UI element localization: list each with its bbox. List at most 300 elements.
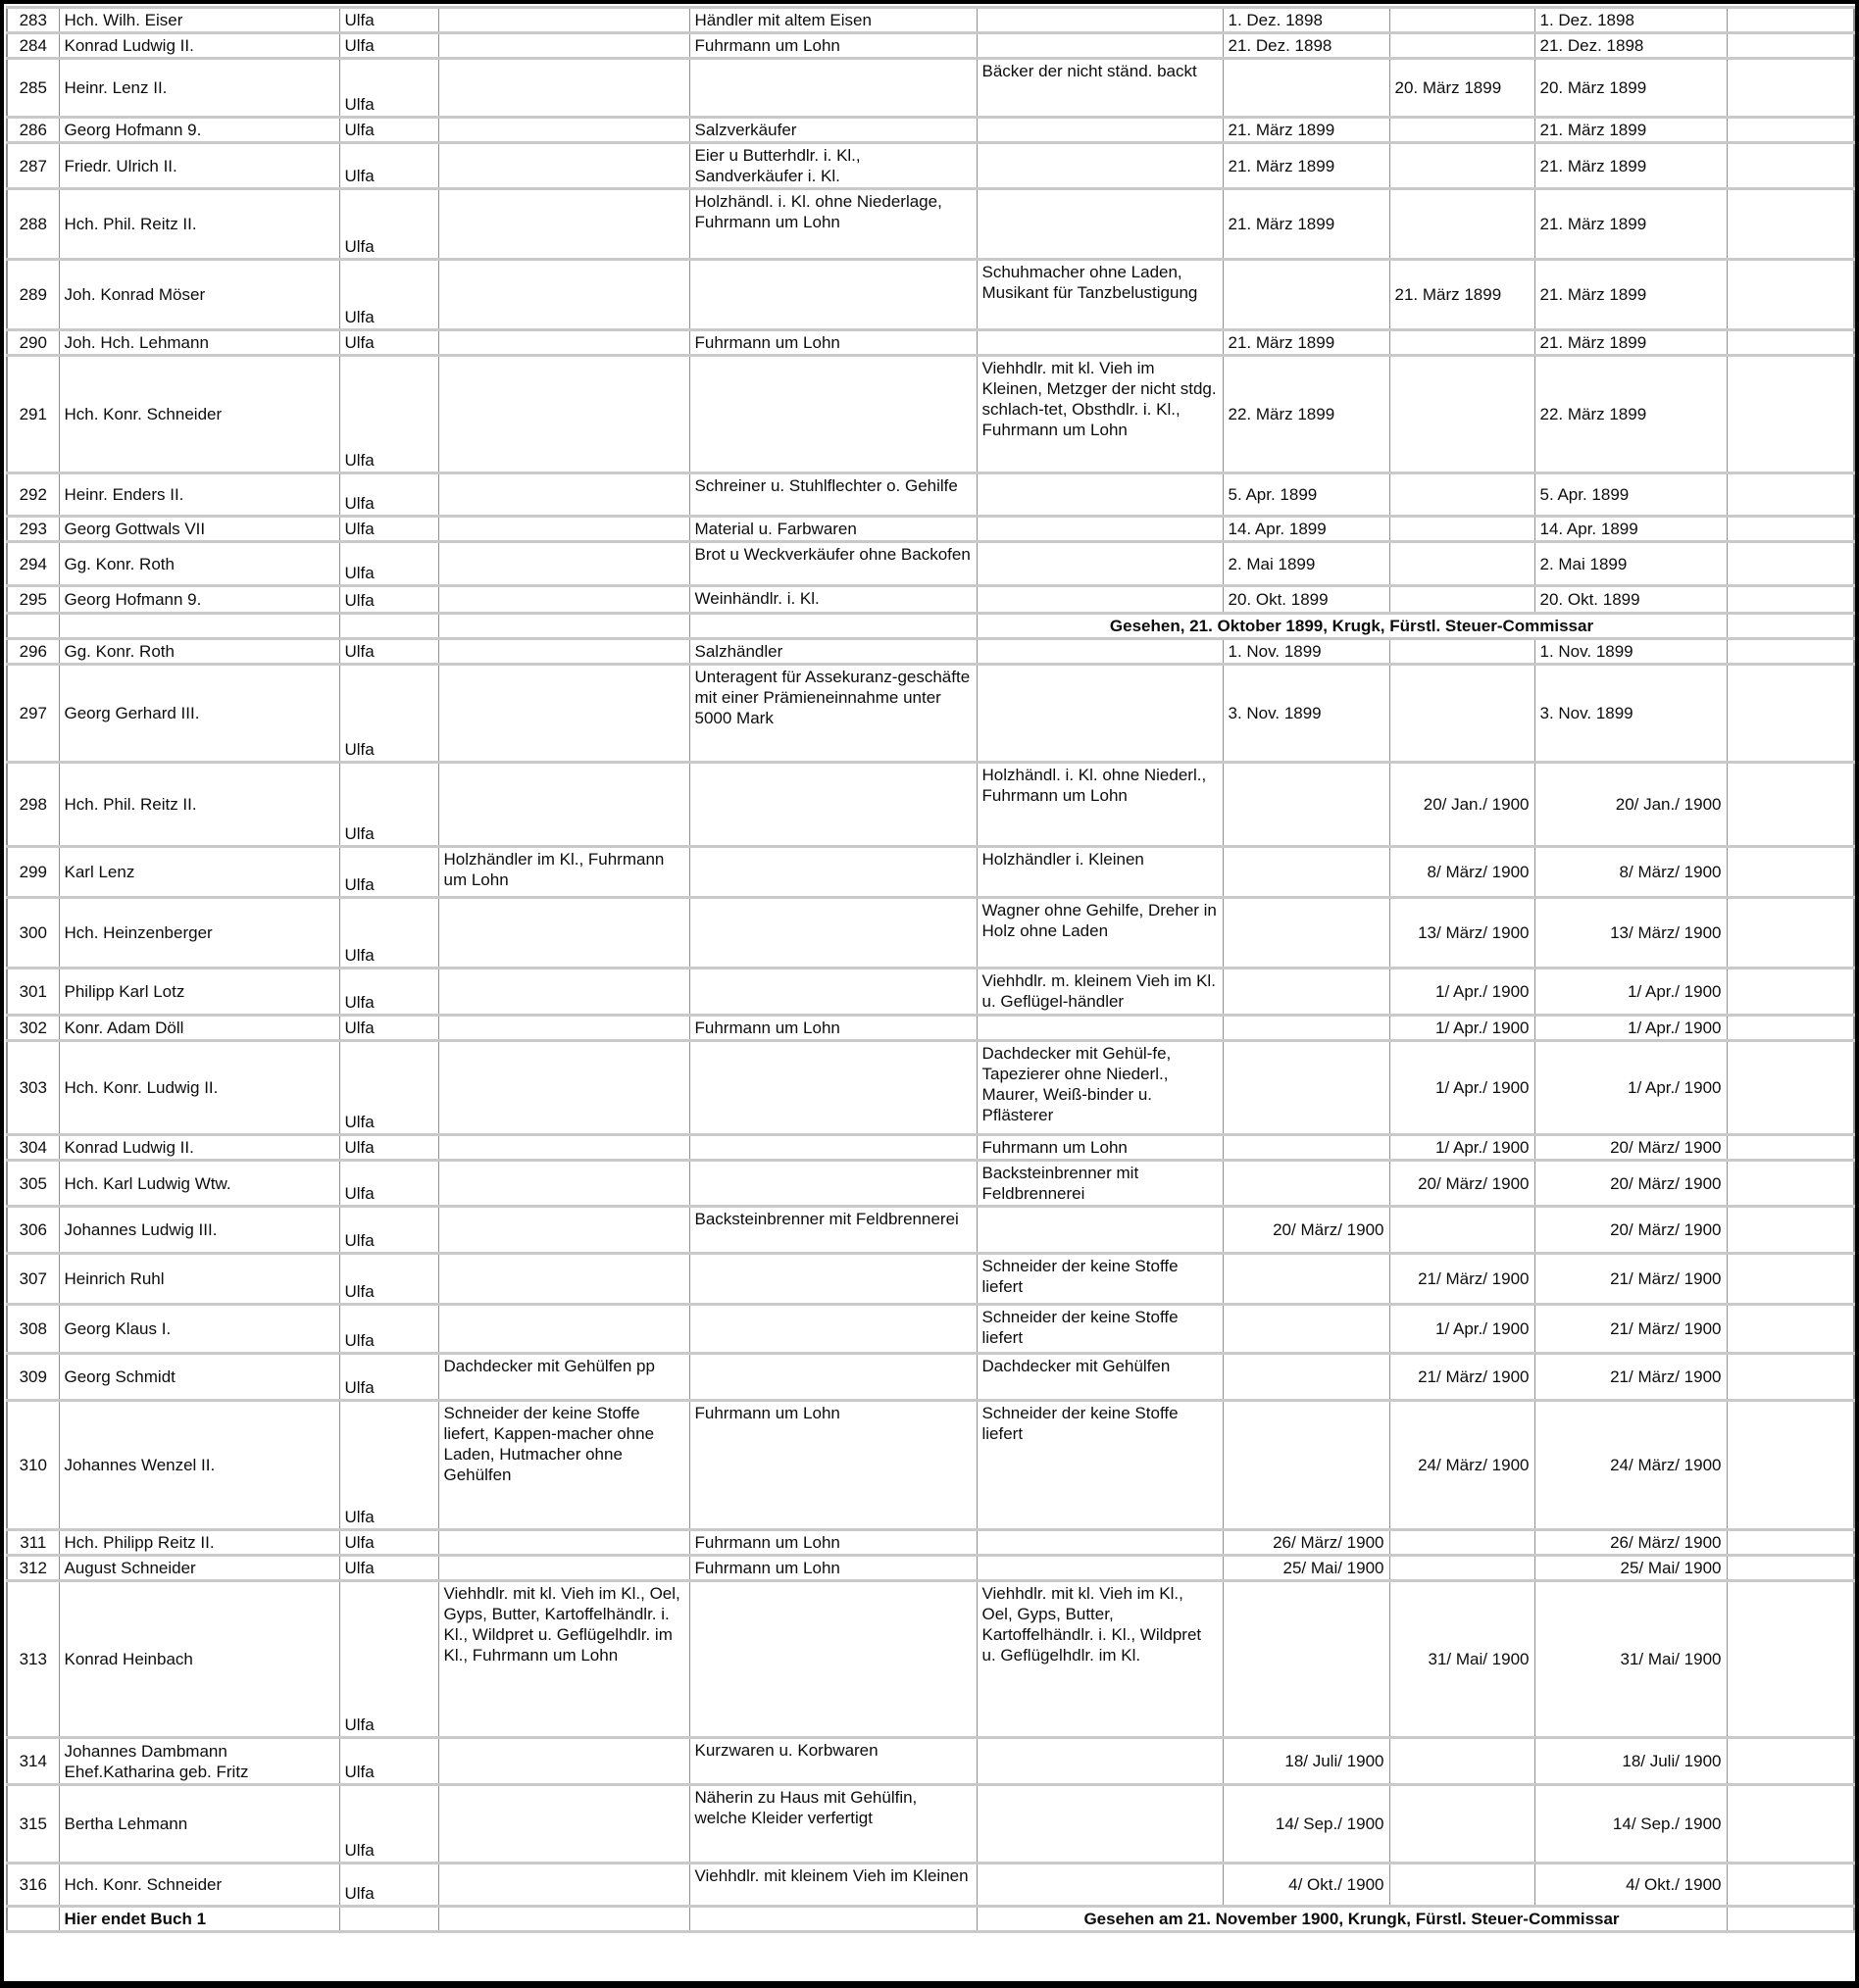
date-cell-2 — [1389, 639, 1534, 665]
row-number-cell: 296 — [7, 639, 59, 665]
row-number-cell: 283 — [7, 8, 59, 33]
empty-cell — [1727, 118, 1854, 143]
empty-cell — [1727, 763, 1854, 847]
row-number-cell: 289 — [7, 260, 59, 330]
trade-cell-3 — [977, 8, 1223, 33]
date-cell-1: 2. Mai 1899 — [1223, 542, 1389, 586]
trade-cell-2: Salzverkäufer — [689, 118, 977, 143]
empty-cell — [1727, 356, 1854, 473]
empty-cell — [1727, 517, 1854, 542]
name-cell: Hch. Phil. Reitz II. — [59, 189, 339, 260]
table-row — [7, 969, 1854, 1016]
empty-cell — [1727, 1041, 1854, 1135]
place-cell: Ulfa — [339, 118, 438, 143]
trade-cell-1 — [438, 473, 689, 517]
name-cell: Johannes Ludwig III. — [59, 1207, 339, 1254]
empty-cell — [1727, 260, 1854, 330]
trade-cell-1 — [438, 517, 689, 542]
name-cell: Konrad Ludwig II. — [59, 33, 339, 59]
table-row — [7, 330, 1854, 356]
date-cell-1 — [1223, 763, 1389, 847]
date-cell-1 — [1223, 1041, 1389, 1135]
row-number-cell: 287 — [7, 143, 59, 189]
trade-cell-1 — [438, 1556, 689, 1581]
place-cell: Ulfa — [339, 143, 438, 189]
place-cell — [339, 1907, 438, 1932]
trade-cell-2: Fuhrmann um Lohn — [689, 1530, 977, 1556]
trade-cell-3 — [977, 542, 1223, 586]
place-cell: Ulfa — [339, 1864, 438, 1907]
row-number-cell: 297 — [7, 665, 59, 763]
date-cell-2: 20. März 1899 — [1389, 59, 1534, 118]
row-number-cell: 311 — [7, 1530, 59, 1556]
trade-cell-1 — [438, 665, 689, 763]
name-cell: Georg Hofmann 9. — [59, 118, 339, 143]
empty-cell — [1727, 542, 1854, 586]
date-cell-2: 20/ März/ 1900 — [1389, 1161, 1534, 1207]
date-cell-3: 14/ Sep./ 1900 — [1534, 1785, 1727, 1864]
date-cell-1: 21. Dez. 1898 — [1223, 33, 1389, 59]
name-cell: Gg. Konr. Roth — [59, 542, 339, 586]
date-cell-3: 1/ Apr./ 1900 — [1534, 1016, 1727, 1041]
note-row — [7, 1907, 1854, 1932]
place-cell: Ulfa — [339, 330, 438, 356]
date-cell-2 — [1389, 143, 1534, 189]
row-number-cell: 313 — [7, 1581, 59, 1738]
row-number-cell: 314 — [7, 1738, 59, 1785]
date-cell-1 — [1223, 59, 1389, 118]
date-cell-1 — [1223, 1135, 1389, 1161]
empty-cell — [1727, 1161, 1854, 1207]
date-cell-3: 24/ März/ 1900 — [1534, 1401, 1727, 1530]
row-number-cell: 305 — [7, 1161, 59, 1207]
date-cell-2 — [1389, 330, 1534, 356]
table-row — [7, 473, 1854, 517]
table-row — [7, 118, 1854, 143]
trade-cell-1 — [438, 542, 689, 586]
trade-cell-3: Holzhändler i. Kleinen — [977, 847, 1223, 898]
trade-cell-3 — [977, 1556, 1223, 1581]
empty-cell — [1727, 586, 1854, 614]
empty-cell — [1727, 473, 1854, 517]
date-cell-3: 21. März 1899 — [1534, 330, 1727, 356]
empty-cell — [1727, 143, 1854, 189]
trade-cell-1 — [438, 260, 689, 330]
row-number-cell: 304 — [7, 1135, 59, 1161]
trade-cell-3 — [977, 639, 1223, 665]
register-table-body — [7, 8, 1854, 1932]
date-cell-2: 21/ März/ 1900 — [1389, 1354, 1534, 1401]
name-cell: Joh. Konrad Möser — [59, 260, 339, 330]
trade-cell-2: Händler mit altem Eisen — [689, 8, 977, 33]
date-cell-2 — [1389, 586, 1534, 614]
place-cell: Ulfa — [339, 1161, 438, 1207]
trade-cell-1 — [438, 898, 689, 969]
row-number-cell: 306 — [7, 1207, 59, 1254]
date-cell-1 — [1223, 847, 1389, 898]
place-cell: Ulfa — [339, 1354, 438, 1401]
trade-cell-2 — [689, 763, 977, 847]
date-cell-2 — [1389, 517, 1534, 542]
trade-cell-1 — [438, 143, 689, 189]
date-cell-2 — [1389, 1207, 1534, 1254]
empty-cell — [1727, 189, 1854, 260]
place-cell: Ulfa — [339, 665, 438, 763]
empty-cell — [1727, 59, 1854, 118]
empty-cell — [1727, 1016, 1854, 1041]
date-cell-1: 14/ Sep./ 1900 — [1223, 1785, 1389, 1864]
empty-cell — [1727, 639, 1854, 665]
trade-cell-1 — [438, 1254, 689, 1305]
date-cell-1: 14. Apr. 1899 — [1223, 517, 1389, 542]
trade-cell-2 — [689, 898, 977, 969]
empty-cell — [1727, 1135, 1854, 1161]
place-cell: Ulfa — [339, 1254, 438, 1305]
table-row — [7, 1305, 1854, 1354]
name-cell: Georg Gerhard III. — [59, 665, 339, 763]
name-cell: Heinr. Lenz II. — [59, 59, 339, 118]
date-cell-3: 22. März 1899 — [1534, 356, 1727, 473]
name-cell: Johannes Dambmann Ehef.Katharina geb. Fritz — [59, 1738, 339, 1785]
name-cell: Georg Hofmann 9. — [59, 586, 339, 614]
empty-cell — [1727, 847, 1854, 898]
trade-cell-3 — [977, 517, 1223, 542]
row-number-cell: 310 — [7, 1401, 59, 1530]
table-row — [7, 189, 1854, 260]
table-row — [7, 1161, 1854, 1207]
date-cell-2: 1/ Apr./ 1900 — [1389, 1135, 1534, 1161]
table-row — [7, 1864, 1854, 1907]
table-row — [7, 1785, 1854, 1864]
date-cell-3: 1/ Apr./ 1900 — [1534, 1041, 1727, 1135]
date-cell-2: 1/ Apr./ 1900 — [1389, 1305, 1534, 1354]
table-row — [7, 586, 1854, 614]
date-cell-1 — [1223, 1354, 1389, 1401]
place-cell: Ulfa — [339, 1785, 438, 1864]
trade-cell-1 — [438, 1530, 689, 1556]
date-cell-1: 20. Okt. 1899 — [1223, 586, 1389, 614]
trade-cell-3 — [977, 189, 1223, 260]
empty-cell — [1727, 1254, 1854, 1305]
place-cell: Ulfa — [339, 1135, 438, 1161]
place-cell: Ulfa — [339, 1207, 438, 1254]
trade-cell-2 — [689, 1135, 977, 1161]
name-cell: Friedr. Ulrich II. — [59, 143, 339, 189]
name-cell: Philipp Karl Lotz — [59, 969, 339, 1016]
date-cell-3: 21/ März/ 1900 — [1534, 1354, 1727, 1401]
trade-cell-2: Kurzwaren u. Korbwaren — [689, 1738, 977, 1785]
trade-cell-1 — [438, 969, 689, 1016]
trade-cell-2: Fuhrmann um Lohn — [689, 1556, 977, 1581]
table-row — [7, 1207, 1854, 1254]
row-number-cell: 284 — [7, 33, 59, 59]
place-cell: Ulfa — [339, 1556, 438, 1581]
trade-cell-3: Schneider der keine Stoffe liefert — [977, 1401, 1223, 1530]
date-cell-2: 24/ März/ 1900 — [1389, 1401, 1534, 1530]
table-row — [7, 59, 1854, 118]
trade-cell-3: Schuhmacher ohne Laden, Musikant für Tanzbelustigung — [977, 260, 1223, 330]
date-cell-3: 5. Apr. 1899 — [1534, 473, 1727, 517]
trade-cell-2 — [689, 614, 977, 639]
date-cell-1: 1. Dez. 1898 — [1223, 8, 1389, 33]
table-row — [7, 260, 1854, 330]
trade-cell-3: Viehhdlr. mit kl. Vieh im Kl., Oel, Gyps, Butter, Kartoffelhändlr. i. Kl., Wildpret u. Geflügelhdlr. im Kl. — [977, 1581, 1223, 1738]
trade-cell-1: Schneider der keine Stoffe liefert, Kappen-macher ohne Laden, Hutmacher ohne Gehülfen — [438, 1401, 689, 1530]
name-cell: Karl Lenz — [59, 847, 339, 898]
table-row — [7, 665, 1854, 763]
trade-cell-1: Holzhändler im Kl., Fuhrmann um Lohn — [438, 847, 689, 898]
trade-cell-3 — [977, 1207, 1223, 1254]
trade-cell-3 — [977, 1738, 1223, 1785]
trade-cell-3 — [977, 1016, 1223, 1041]
trade-cell-3 — [977, 143, 1223, 189]
table-row — [7, 763, 1854, 847]
empty-cell — [1727, 1907, 1854, 1932]
place-cell: Ulfa — [339, 1305, 438, 1354]
trade-cell-2: Brot u Weckverkäufer ohne Backofen — [689, 542, 977, 586]
date-cell-1: 25/ Mai/ 1900 — [1223, 1556, 1389, 1581]
date-cell-1: 26/ März/ 1900 — [1223, 1530, 1389, 1556]
table-row — [7, 33, 1854, 59]
date-cell-1: 20/ März/ 1900 — [1223, 1207, 1389, 1254]
trade-cell-2: Schreiner u. Stuhlflechter o. Gehilfe — [689, 473, 977, 517]
register-table — [6, 6, 1855, 1933]
trade-cell-1 — [438, 356, 689, 473]
row-number-cell: 294 — [7, 542, 59, 586]
row-number-cell: 315 — [7, 1785, 59, 1864]
name-cell: Hch. Wilh. Eiser — [59, 8, 339, 33]
trade-cell-3 — [977, 330, 1223, 356]
trade-cell-2: Näherin zu Haus mit Gehülfin, welche Kleider verfertigt — [689, 1785, 977, 1864]
row-number-cell: 291 — [7, 356, 59, 473]
place-cell: Ulfa — [339, 33, 438, 59]
name-cell: Joh. Hch. Lehmann — [59, 330, 339, 356]
trade-cell-2: Viehhdlr. mit kleinem Vieh im Kleinen — [689, 1864, 977, 1907]
date-cell-1: 4/ Okt./ 1900 — [1223, 1864, 1389, 1907]
name-cell: Hch. Karl Ludwig Wtw. — [59, 1161, 339, 1207]
name-cell: Georg Klaus I. — [59, 1305, 339, 1354]
date-cell-1 — [1223, 1254, 1389, 1305]
trade-cell-1 — [438, 189, 689, 260]
place-cell: Ulfa — [339, 1401, 438, 1530]
date-cell-3: 21. März 1899 — [1534, 118, 1727, 143]
trade-cell-3 — [977, 118, 1223, 143]
trade-cell-1 — [438, 1305, 689, 1354]
trade-cell-1 — [438, 33, 689, 59]
trade-cell-3: Viehhdlr. m. kleinem Vieh im Kl. u. Geflügel-händler — [977, 969, 1223, 1016]
place-cell — [339, 614, 438, 639]
table-row — [7, 1530, 1854, 1556]
name-cell: Hch. Heinzenberger — [59, 898, 339, 969]
table-row — [7, 542, 1854, 586]
date-cell-2: 21/ März/ 1900 — [1389, 1254, 1534, 1305]
date-cell-3: 13/ März/ 1900 — [1534, 898, 1727, 969]
trade-cell-1 — [438, 8, 689, 33]
empty-cell — [1727, 1864, 1854, 1907]
name-cell: Hch. Philipp Reitz II. — [59, 1530, 339, 1556]
place-cell: Ulfa — [339, 517, 438, 542]
date-cell-1: 5. Apr. 1899 — [1223, 473, 1389, 517]
row-number-cell: 303 — [7, 1041, 59, 1135]
inspection-note-cell: Gesehen, 21. Oktober 1899, Krugk, Fürstl. Steuer-Commissar — [977, 614, 1727, 639]
date-cell-3: 21. Dez. 1898 — [1534, 33, 1727, 59]
date-cell-3: 20/ März/ 1900 — [1534, 1207, 1727, 1254]
table-row — [7, 1135, 1854, 1161]
name-cell: August Schneider — [59, 1556, 339, 1581]
place-cell: Ulfa — [339, 586, 438, 614]
date-cell-3: 20. Okt. 1899 — [1534, 586, 1727, 614]
row-number-cell: 298 — [7, 763, 59, 847]
table-row — [7, 847, 1854, 898]
empty-cell — [1727, 614, 1854, 639]
trade-cell-3: Schneider der keine Stoffe liefert — [977, 1254, 1223, 1305]
date-cell-2 — [1389, 473, 1534, 517]
trade-cell-1: Dachdecker mit Gehülfen pp — [438, 1354, 689, 1401]
trade-cell-2: Fuhrmann um Lohn — [689, 1016, 977, 1041]
place-cell: Ulfa — [339, 8, 438, 33]
trade-cell-2 — [689, 260, 977, 330]
trade-cell-2 — [689, 1581, 977, 1738]
trade-cell-1 — [438, 1161, 689, 1207]
row-number-cell: 312 — [7, 1556, 59, 1581]
trade-cell-3: Holzhändl. i. Kl. ohne Niederl., Fuhrmann um Lohn — [977, 763, 1223, 847]
trade-cell-3 — [977, 473, 1223, 517]
table-row — [7, 1041, 1854, 1135]
empty-cell — [1727, 898, 1854, 969]
date-cell-2: 8/ März/ 1900 — [1389, 847, 1534, 898]
date-cell-2 — [1389, 189, 1534, 260]
date-cell-3: 25/ Mai/ 1900 — [1534, 1556, 1727, 1581]
empty-cell — [1727, 1401, 1854, 1530]
date-cell-2: 1/ Apr./ 1900 — [1389, 1016, 1534, 1041]
row-number-cell: 293 — [7, 517, 59, 542]
date-cell-2: 20/ Jan./ 1900 — [1389, 763, 1534, 847]
empty-cell — [1727, 1785, 1854, 1864]
date-cell-2: 31/ Mai/ 1900 — [1389, 1581, 1534, 1738]
name-cell: Heinrich Ruhl — [59, 1254, 339, 1305]
row-number-cell: 285 — [7, 59, 59, 118]
trade-cell-1 — [438, 118, 689, 143]
date-cell-3: 20/ März/ 1900 — [1534, 1161, 1727, 1207]
name-cell: Bertha Lehmann — [59, 1785, 339, 1864]
date-cell-1 — [1223, 969, 1389, 1016]
table-row — [7, 356, 1854, 473]
date-cell-3: 21. März 1899 — [1534, 143, 1727, 189]
table-row — [7, 1254, 1854, 1305]
trade-cell-2: Backsteinbrenner mit Feldbrennerei — [689, 1207, 977, 1254]
place-cell: Ulfa — [339, 59, 438, 118]
trade-cell-1 — [438, 1738, 689, 1785]
date-cell-2: 21. März 1899 — [1389, 260, 1534, 330]
date-cell-3: 1. Dez. 1898 — [1534, 8, 1727, 33]
empty-cell — [1727, 33, 1854, 59]
name-cell: Hch. Konr. Schneider — [59, 1864, 339, 1907]
place-cell: Ulfa — [339, 1041, 438, 1135]
date-cell-1 — [1223, 898, 1389, 969]
empty-cell — [1727, 1305, 1854, 1354]
trade-cell-2 — [689, 1254, 977, 1305]
trade-cell-2: Fuhrmann um Lohn — [689, 1401, 977, 1530]
name-cell: Johannes Wenzel II. — [59, 1401, 339, 1530]
date-cell-3: 18/ Juli/ 1900 — [1534, 1738, 1727, 1785]
trade-cell-1 — [438, 1016, 689, 1041]
date-cell-1 — [1223, 1016, 1389, 1041]
date-cell-1 — [1223, 1161, 1389, 1207]
place-cell: Ulfa — [339, 542, 438, 586]
date-cell-1: 22. März 1899 — [1223, 356, 1389, 473]
table-row — [7, 898, 1854, 969]
trade-cell-1 — [438, 330, 689, 356]
trade-cell-2: Holzhändl. i. Kl. ohne Niederlage, Fuhrmann um Lohn — [689, 189, 977, 260]
trade-cell-3 — [977, 586, 1223, 614]
trade-cell-2: Fuhrmann um Lohn — [689, 330, 977, 356]
place-cell: Ulfa — [339, 356, 438, 473]
date-cell-2: 1/ Apr./ 1900 — [1389, 969, 1534, 1016]
trade-cell-3 — [977, 665, 1223, 763]
date-cell-3: 3. Nov. 1899 — [1534, 665, 1727, 763]
date-cell-3: 21/ März/ 1900 — [1534, 1254, 1727, 1305]
row-number-cell: 290 — [7, 330, 59, 356]
empty-cell — [1727, 1530, 1854, 1556]
row-number-cell: 302 — [7, 1016, 59, 1041]
name-cell: Georg Gottwals VII — [59, 517, 339, 542]
place-cell: Ulfa — [339, 189, 438, 260]
trade-cell-2: Unteragent für Assekuranz-geschäfte mit einer Prämieneinnahme unter 5000 Mark — [689, 665, 977, 763]
row-number-cell: 288 — [7, 189, 59, 260]
date-cell-1: 3. Nov. 1899 — [1223, 665, 1389, 763]
date-cell-3: 2. Mai 1899 — [1534, 542, 1727, 586]
date-cell-2: 1/ Apr./ 1900 — [1389, 1041, 1534, 1135]
trade-cell-1: Viehhdlr. mit kl. Vieh im Kl., Oel, Gyps, Butter, Kartoffelhändlr. i. Kl., Wildpret u. Geflügelhdlr. im Kl., Fuhrmann um Lohn — [438, 1581, 689, 1738]
trade-cell-1 — [438, 1907, 689, 1932]
trade-cell-2: Eier u Butterhdlr. i. Kl., Sandverkäufer i. Kl. — [689, 143, 977, 189]
place-cell: Ulfa — [339, 639, 438, 665]
trade-cell-3: Viehhdlr. mit kl. Vieh im Kleinen, Metzger der nicht stdg. schlach-tet, Obsthdlr. i. Kl., Fuhrmann um Lohn — [977, 356, 1223, 473]
inspection-note-cell: Gesehen am 21. November 1900, Krungk, Fürstl. Steuer-Commissar — [977, 1907, 1727, 1932]
note-row — [7, 614, 1854, 639]
trade-cell-2 — [689, 1354, 977, 1401]
date-cell-2: 13/ März/ 1900 — [1389, 898, 1534, 969]
trade-cell-1 — [438, 586, 689, 614]
trade-cell-2 — [689, 1907, 977, 1932]
place-cell: Ulfa — [339, 847, 438, 898]
name-cell: Konrad Ludwig II. — [59, 1135, 339, 1161]
row-number-cell: 295 — [7, 586, 59, 614]
trade-cell-3 — [977, 1785, 1223, 1864]
name-cell: Konr. Adam Döll — [59, 1016, 339, 1041]
empty-cell — [1727, 330, 1854, 356]
row-number-cell: 308 — [7, 1305, 59, 1354]
date-cell-3: 1. Nov. 1899 — [1534, 639, 1727, 665]
name-cell — [59, 614, 339, 639]
row-number-cell: 300 — [7, 898, 59, 969]
trade-cell-2: Salzhändler — [689, 639, 977, 665]
trade-cell-2: Material u. Farbwaren — [689, 517, 977, 542]
place-cell: Ulfa — [339, 1581, 438, 1738]
date-cell-3: 20/ März/ 1900 — [1534, 1135, 1727, 1161]
trade-cell-3: Backsteinbrenner mit Feldbrennerei — [977, 1161, 1223, 1207]
empty-cell — [1727, 1207, 1854, 1254]
date-cell-2 — [1389, 542, 1534, 586]
place-cell: Ulfa — [339, 969, 438, 1016]
trade-cell-1 — [438, 1041, 689, 1135]
table-row — [7, 1401, 1854, 1530]
table-row — [7, 639, 1854, 665]
name-cell: Heinr. Enders II. — [59, 473, 339, 517]
date-cell-3: 20/ Jan./ 1900 — [1534, 763, 1727, 847]
row-number-cell: 316 — [7, 1864, 59, 1907]
date-cell-2 — [1389, 118, 1534, 143]
